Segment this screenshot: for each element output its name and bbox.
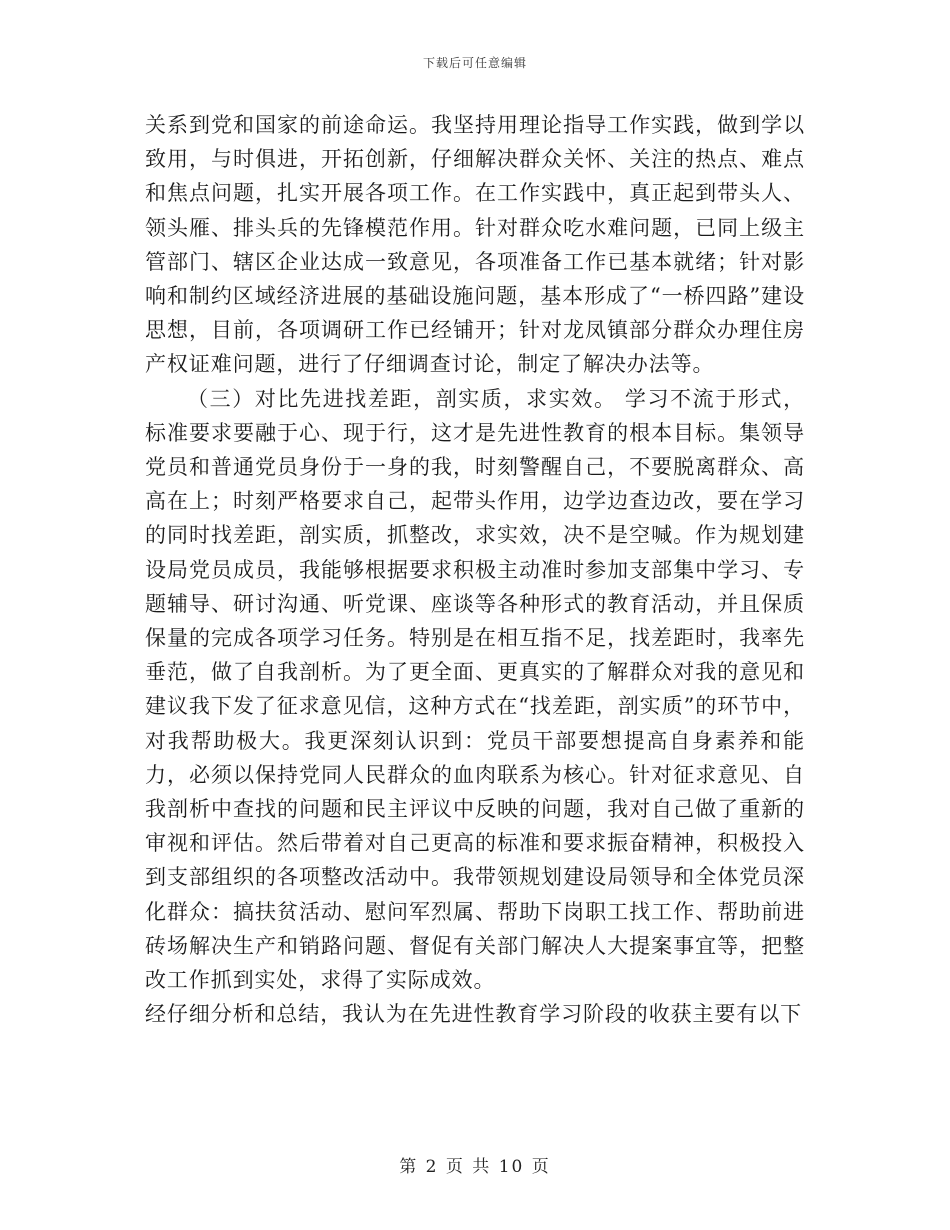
document-body: [145, 108, 805, 1031]
page-header-note: 下载后可任意编辑: [422, 56, 527, 70]
paragraph-3: 经仔细分析和总结，我认为在先进性教育学习阶段的收获主要有以下: [145, 1002, 802, 1027]
page-number-footer: 第 2 页 共 10 页: [399, 1157, 551, 1177]
paragraph-1: 关系到党和国家的前途命运。我坚持用理论指导工作实践，做到学以致用，与时俱进，开拓创新，仔细解决群众关怀、关注的热点、难点和焦点问题，扎实开展各项工作。在工作实践中，真正起到带头人、领头雁、排头兵的先锋模范作用。针对群众吃水难问题，已同上级主管部门、辖区企业达成一致意见，各项准备工作已基本就绪；针对影响和制约区域经济进展的基础设施问题，基本形成了“一桥四路”建设思想，目前，各项调研工作已经铺开；针对龙凤镇部分群众办理住房产权证难问题，进行了仔细调查讨论，制定了解决办法等。: [145, 113, 805, 377]
paragraph-2: （三）对比先进找差距，剖实质，求实效。 学习不流于形式，标准要求要融于心、现于行，这才是先进性教育的根本目标。集领导党员和普通党员身份于一身的我，时刻警醒自己，不要脱离群众、高高在上；时刻严格要求自己，起带头作用，边学边查边改，要在学习的同时找差距，剖实质，抓整改，求实效，决不是空喊。作为规划建设局党员成员，我能够根据要求积极主动准时参加支部集中学习、专题辅导、研讨沟通、听党课、座谈等各种形式的教育活动，并且保质保量的完成各项学习任务。特别是在相互指不足，找差距时，我率先垂范，做了自我剖析。为了更全面、更真实的了解群众对我的意见和建议我下发了征求意见信，这种方式在“找差距，剖实质”的环节中，对我帮助极大。我更深刻认识到：党员干部要想提高自身素养和能力，必须以保持党同人民群众的血肉联系为核心。针对征求意见、自我剖析中查找的问题和民主评议中反映的问题，我对自己做了重新的审视和评估。然后带着对自己更高的标准和要求振奋精神，积极投入到支部组织的各项整改活动中。我带领规划建设局领导和全体党员深化群众：搞扶贫活动、慰问军烈属、帮助下岗职工找工作、帮助前进砖场解决生产和销路问题、督促有关部门解决人大提案事宜等，把整改工作抓到实处，求得了实际成效。: [145, 386, 805, 993]
